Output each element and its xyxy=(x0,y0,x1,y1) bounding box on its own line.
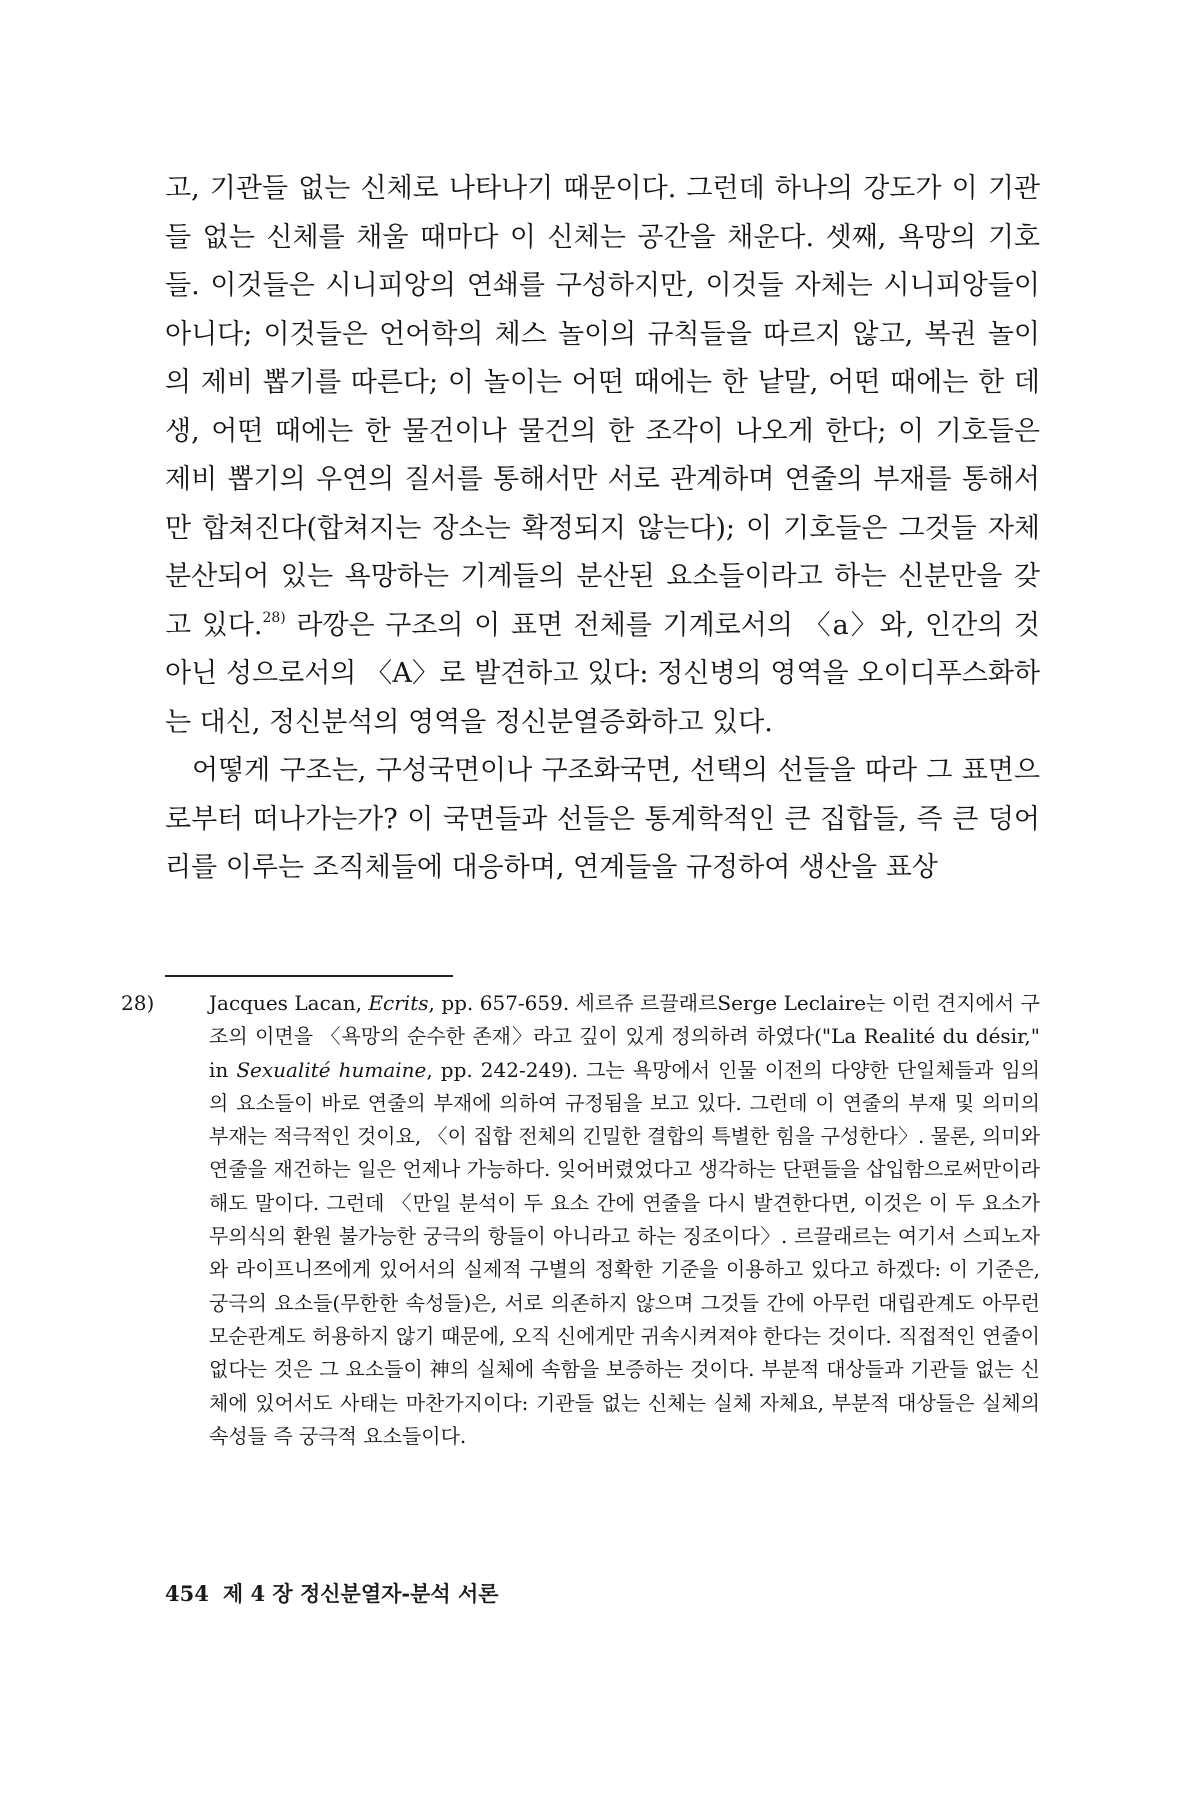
paragraph-1-tail: 라깡은 구조의 이 표면 전체를 기계로서의 〈a〉와, 인간의 것 아닌 성으로서의 〈A〉로 발견하고 있다: 정신병의 영역을 오이디푸스화하는 대신, 정신분석의 영역을 정신분열증화하고 있다. xyxy=(165,609,1040,738)
footnote-text-c: , pp. 242-249). 그는 욕망에서 인물 이전의 다양한 단일체들과 임의의 요소들이 바로 연줄의 부재에 의하여 규정됨을 보고 있다. 그런데 이 연줄의 부재 및 의미의 부재는 적극적인 것이요, 〈이 집합 전체의 긴밀한 결합의 특별한 힘을 구성한다〉. 물론, 의미와 연줄을 재건하는 일은 언제나 가능하다. 잊어버렸었다고 생각하는 단편들을 삽입함으로써만이라 해도 말이다. 그런데 〈만일 분석이 두 요소 간에 연줄을 다시 발견한다면, 이것은 이 두 요소가 무의식의 환원 불가능한 궁극의 항들이 아니라고 하는 징조이다〉. 르끌래르는 여기서 스피노자와 라이프니쯔에게 있어서의 실제적 구별의 정확한 기준을 이용하고 있다고 하겠다: 이 기준은, 궁극의 요소들(무한한 속성들)은, 서로 의존하지 않으며 그것들 간에 아무런 대립관계도 아무런 모순관계도 허용하지 않기 때문에, 오직 신에게만 귀속시켜져야 한다는 것이다. 직접적인 연줄이 없다는 것은 그 요소들이 神의 실체에 속함을 보증하는 것이다. 부분적 대상들과 기관들 없는 신체에 있어서도 사태는 마찬가지이다: 기관들 없는 신체는 실체 자체요, 부분적 대상들은 실체의 속성들 즉 궁극적 요소들이다. xyxy=(209,1057,1040,1448)
footnote-text-a: Jacques Lacan, xyxy=(209,991,369,1015)
footnote-text-b: , pp. 657-659. 세르쥬 르끌래르Serge Leclaire는 이런 견지에서 구조의 이면을 〈욕망의 순수한 존재〉라고 깊이 있게 정의하려 하였다("La Realité du désir," in xyxy=(209,991,1040,1082)
book-page xyxy=(121,165,1040,1765)
footnote-title-sexualite: Sexualité humaine xyxy=(236,1057,427,1082)
paragraph-2: 어떻게 구조는, 구성국면이나 구조화국면, 선택의 선들을 따라 그 표면으로부터 떠나가는가? 이 국면들과 선들은 통계학적인 큰 집합들, 즉 큰 덩어리를 이루는 조직체들에 대응하며, 연계들을 규정하여 생산을 표상 xyxy=(165,755,1040,883)
chapter-title: 제 4 장 정신분열자-분석 서론 xyxy=(222,1581,499,1606)
paragraph-1-text: 고, 기관들 없는 신체로 나타나기 때문이다. 그런데 하나의 강도가 이 기관들 없는 신체를 채울 때마다 이 신체는 공간을 채운다. 셋째, 욕망의 기호들. 이것들은 시니피앙의 연쇄를 구성하지만, 이것들 자체는 시니피앙들이 아니다; 이것들은 언어학의 체스 놀이의 규칙들을 따르지 않고, 복권 놀이의 제비 뽑기를 따른다; 이 놀이는 어떤 때에는 한 낱말, 어떤 때에는 한 데생, 어떤 때에는 한 물건이나 물건의 한 조각이 나오게 한다; 이 기호들은 제비 뽑기의 우연의 질서를 통해서만 서로 관계하며 연줄의 부재를 통해서만 합쳐진다(합쳐지는 장소는 확정되지 않는다); 이 기호들은 그것들 자체 분산되어 있는 욕망하는 기계들의 분산된 요소들이라고 하는 신분만을 갖고 있다. xyxy=(165,173,1040,641)
footnote-number: 28) xyxy=(121,991,155,1015)
footnote-reference[interactable]: 28) xyxy=(262,609,286,626)
footnote-body xyxy=(121,987,1040,1453)
paragraph-1 xyxy=(165,165,1040,747)
running-footer xyxy=(165,1578,499,1608)
main-text xyxy=(165,165,1040,893)
footnote-28 xyxy=(121,987,1040,1453)
footnote-divider xyxy=(165,975,453,977)
footnote-title-ecrits: Ecrits xyxy=(368,991,429,1015)
page-number: 454 xyxy=(165,1581,209,1606)
